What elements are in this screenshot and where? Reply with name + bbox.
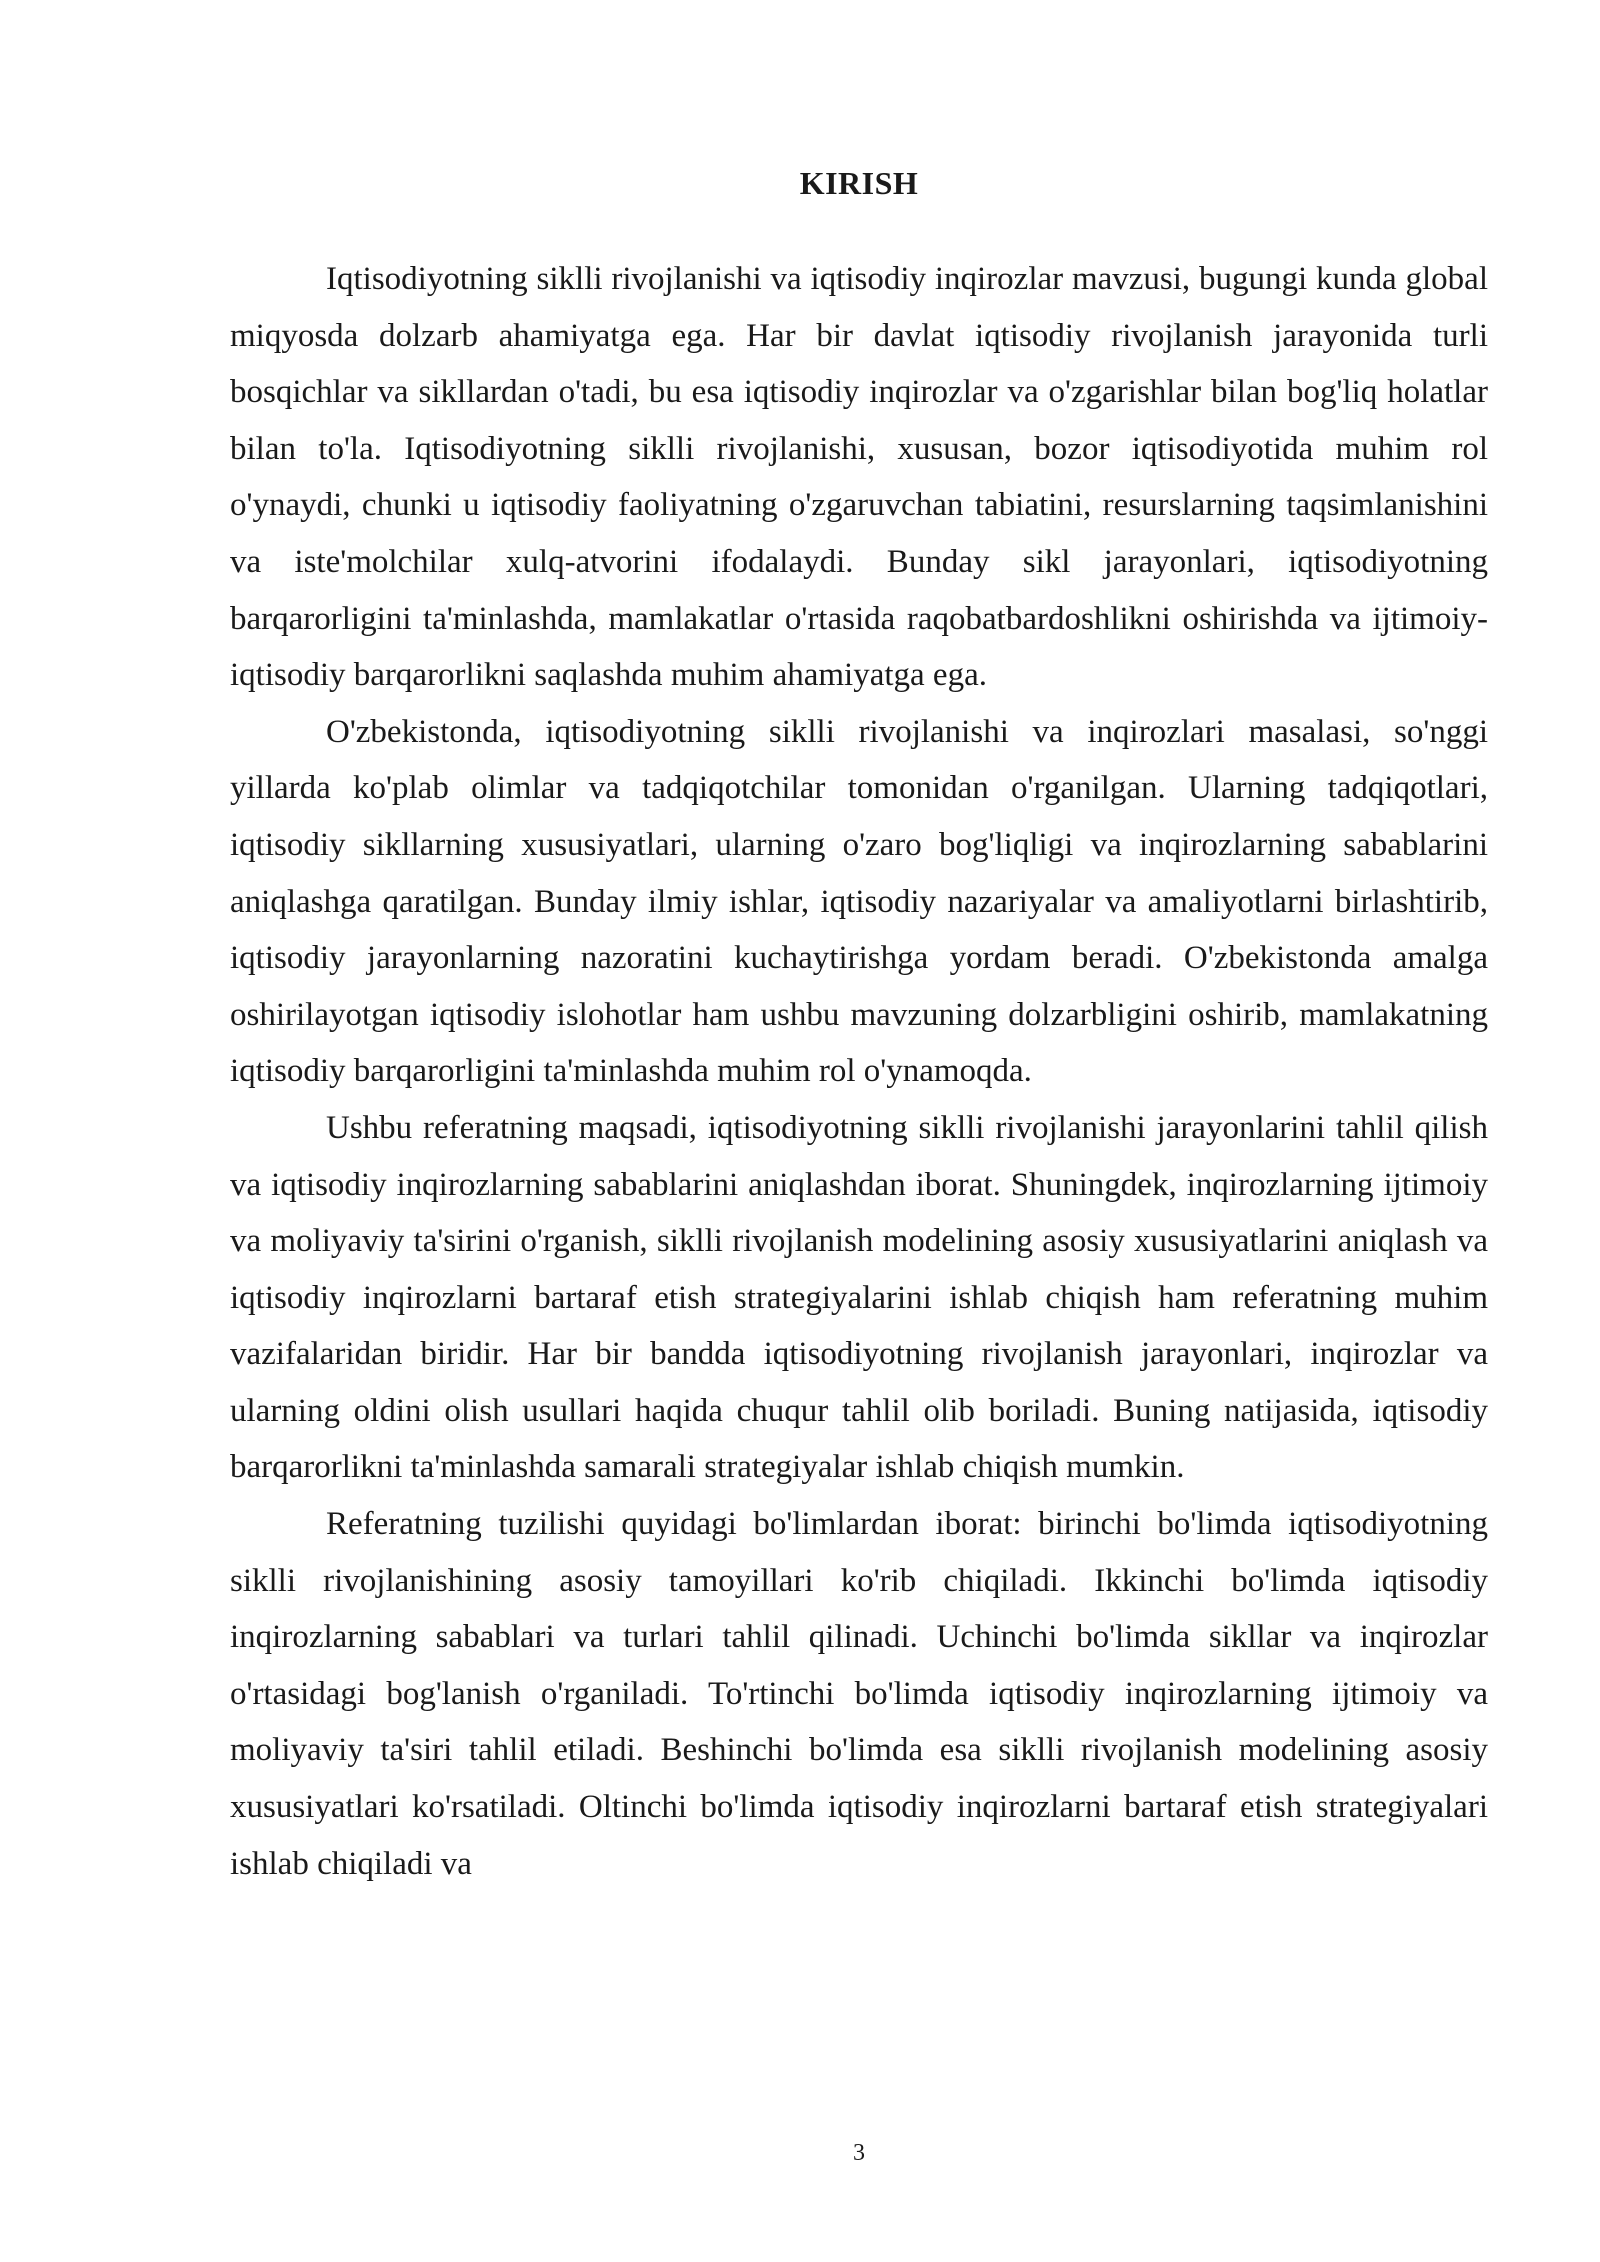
paragraph-goal: Ushbu referatning maqsadi, iqtisodiyotning siklli rivojlanishi jarayonlarini tahlil qilish va iqtisodiy inqirozlarning sabablarini aniqlashdan iborat. Shuningdek, inqirozlarning ijtimoiy va moliyaviy ta'sirini o'rganish, siklli rivojlanish modelining asosiy xususiyatlarini aniqlash va iqtisodiy inqirozlarni bartaraf etish strategiyalarini ishlab chiqish ham referatning muhim vazifalaridan biridir. Har bir bandda iqtisodiyotning rivojlanish jarayonlari, inqirozlar va ularning oldini olish usullari haqida chuqur tahlil olib boriladi. Buning natijasida, iqtisodiy barqarorlikni ta'minlashda samarali strategiyalar ishlab chiqish mumkin. <box>230 1109 1488 1486</box>
page-number: 3 <box>853 2140 865 2166</box>
section-heading: KIRISH <box>799 165 919 201</box>
heading-container <box>0 163 1600 203</box>
paragraph-structure: Referatning tuzilishi quyidagi bo'limlardan iborat: birinchi bo'limda iqtisodiyotning siklli rivojlanishining asosiy tamoyillari ko'rib chiqiladi. Ikkinchi bo'limda iqtisodiy inqirozlarning sabablari va turlari tahlil qilinadi. Uchinchi bo'limda sikllar va inqirozlar o'rtasidagi bog'lanish o'rganiladi. To'rtinchi bo'limda iqtisodiy inqirozlarning ijtimoiy va moliyaviy ta'siri tahlil etiladi. Beshinchi bo'limda esa siklli rivojlanish modelining asosiy xususiyatlari ko'rsatiladi. Oltinchi bo'limda iqtisodiy inqirozlarni bartaraf etish strategiyalari ishlab chiqiladi va <box>230 1506 1488 1882</box>
paragraph-intro: Iqtisodiyotning siklli rivojlanishi va iqtisodiy inqirozlar mavzusi, bugungi kunda global miqyosda dolzarb ahamiyatga ega. Har bir davlat iqtisodiy rivojlanish jarayonida turli bosqichlar va sikllardan o'tadi, bu esa iqtisodiy inqirozlar va o'zgarishlar bilan bog'liq holatlar bilan to'la. Iqtisodiyotning siklli rivojlanishi, xususan, bozor iqtisodiyotida muhim rol o'ynaydi, chunki u iqtisodiy faoliyatning o'zgaruvchan tabiatini, resurslarning taqsimlanishini va iste'molchilar xulq-atvorini ifodalaydi. Bunday sikl jarayonlari, iqtisodiyotning barqarorligini ta'minlashda, mamlakatlar o'rtasida raqobatbardoshlikni oshirishda va ijtimoiy-iqtisodiy barqarorlikni saqlashda muhim ahamiyatga ega. <box>230 261 1488 694</box>
body-text <box>230 251 1488 1892</box>
paragraph-uzbekistan: O'zbekistonda, iqtisodiyotning siklli rivojlanishi va inqirozlari masalasi, so'nggi yillarda ko'plab olimlar va tadqiqotchilar tomonidan o'rganilgan. Ularning tadqiqotlari, iqtisodiy sikllarning xususiyatlari, ularning o'zaro bog'liqligi va inqirozlarning sabablarini aniqlashga qaratilgan. Bunday ilmiy ishlar, iqtisodiy nazariyalar va amaliyotlarni birlashtirib, iqtisodiy jarayonlarning nazoratini kuchaytirishga yordam beradi. O'zbekistonda amalga oshirilayotgan iqtisodiy islohotlar ham ushbu mavzuning dolzarbligini oshirib, mamlakatning iqtisodiy barqarorligini ta'minlashda muhim rol o'ynamoqda. <box>230 713 1488 1090</box>
page-footer <box>0 2138 1600 2168</box>
